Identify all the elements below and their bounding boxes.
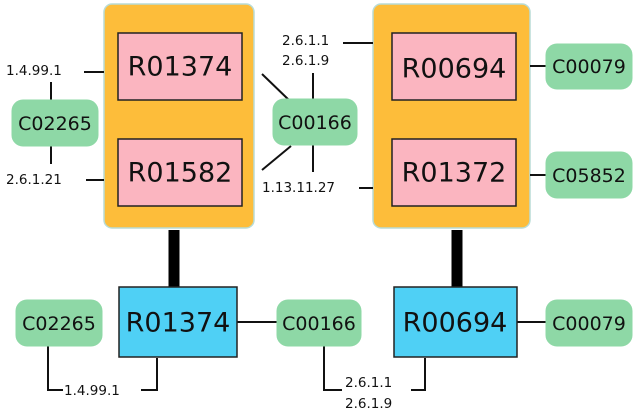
edge-line bbox=[262, 146, 291, 170]
compound-label: C00166 bbox=[282, 313, 356, 335]
reaction-node-r01374-top[interactable] bbox=[118, 33, 242, 100]
compound-label: C02265 bbox=[22, 313, 96, 335]
reaction-label: R00694 bbox=[402, 307, 508, 339]
ec-label: 2.6.1.9 bbox=[282, 53, 330, 69]
right-reaction-group bbox=[373, 4, 530, 228]
reaction-label: R01582 bbox=[127, 157, 233, 189]
reaction-node-r01374-bottom[interactable] bbox=[119, 287, 237, 357]
compound-node-c00079-top[interactable] bbox=[546, 44, 632, 89]
compound-node-c00166-top[interactable] bbox=[273, 99, 357, 145]
compound-node-c02265-bottom[interactable] bbox=[16, 300, 102, 346]
reaction-label: R01372 bbox=[401, 157, 507, 189]
ec-label: 2.6.1.21 bbox=[6, 172, 62, 188]
reaction-node-r01372[interactable] bbox=[392, 139, 516, 206]
edge-line bbox=[262, 74, 291, 102]
compound-label: C00079 bbox=[552, 313, 626, 335]
reaction-node-r01582[interactable] bbox=[118, 139, 242, 206]
ec-label: 1.4.99.1 bbox=[64, 383, 120, 399]
ec-label: 1.13.11.27 bbox=[262, 180, 335, 196]
edge-line bbox=[411, 358, 425, 390]
edge-line bbox=[141, 358, 157, 390]
ec-label: 2.6.1.1 bbox=[282, 33, 330, 49]
reaction-label: R01374 bbox=[125, 307, 231, 339]
reaction-node-r00694-top[interactable] bbox=[392, 33, 516, 100]
compound-label: C00079 bbox=[552, 56, 626, 78]
left-reaction-group bbox=[104, 4, 254, 228]
compound-label: C00166 bbox=[278, 112, 352, 134]
ec-label: 2.6.1.9 bbox=[345, 396, 393, 412]
compound-node-c00166-bottom[interactable] bbox=[277, 300, 361, 346]
compound-node-c05852[interactable] bbox=[546, 152, 632, 198]
compound-node-c00079-bottom[interactable] bbox=[546, 300, 632, 346]
edge-line bbox=[48, 346, 63, 390]
reaction-label: R00694 bbox=[401, 53, 507, 85]
compound-label: C02265 bbox=[18, 113, 92, 135]
reaction-label: R01374 bbox=[127, 51, 233, 83]
compound-label: C05852 bbox=[552, 165, 626, 187]
ec-label: 2.6.1.1 bbox=[345, 375, 393, 391]
reaction-node-r00694-bottom[interactable] bbox=[394, 287, 517, 357]
edge-line bbox=[324, 346, 342, 390]
ec-label: 1.4.99.1 bbox=[6, 63, 62, 79]
compound-node-c02265-top[interactable] bbox=[12, 100, 98, 146]
